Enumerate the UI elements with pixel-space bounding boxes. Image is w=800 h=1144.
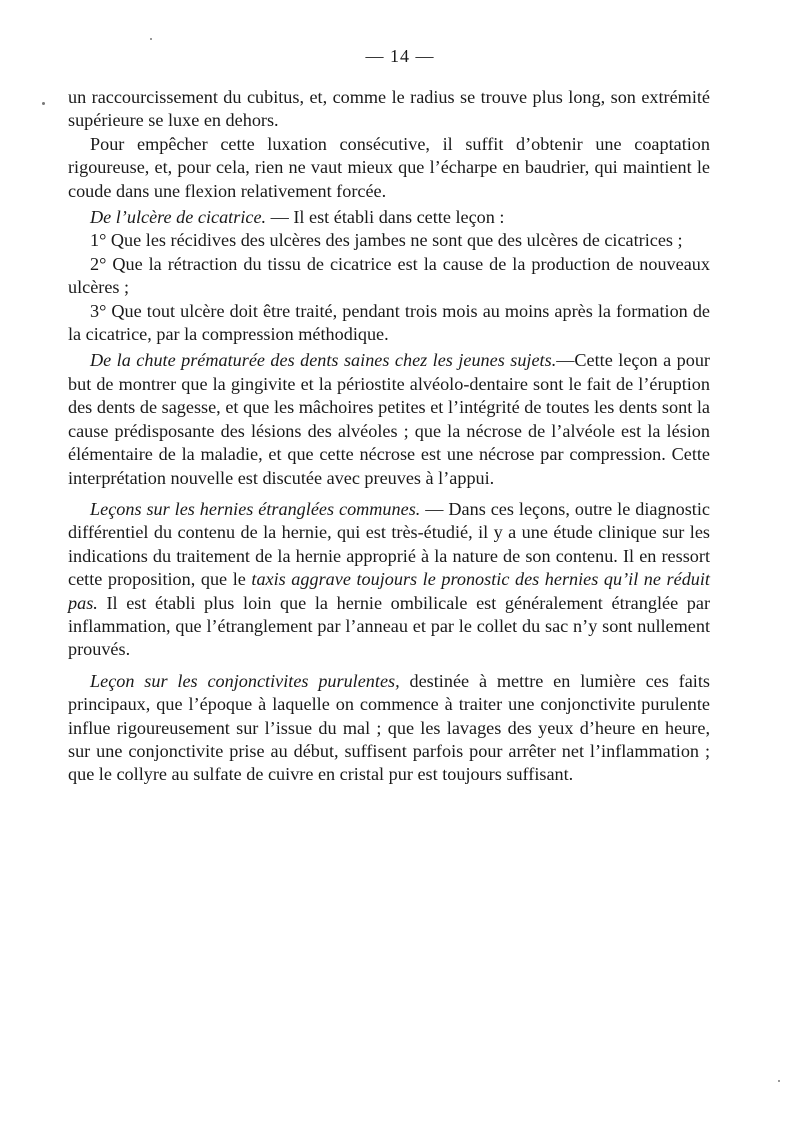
list-item-text: 2° Que la rétraction du tissu de cicatrice est la cause de la production de nouveaux ulcères ; — [68, 253, 710, 298]
section-heading-paragraph — [68, 206, 710, 229]
section-title: Leçons sur les hernies étranglées communes. — [90, 498, 421, 519]
speck-mark — [778, 1080, 780, 1082]
paragraph-text: — Il est établi dans cette leçon : — [266, 207, 505, 228]
section-paragraph — [68, 670, 710, 787]
paragraph-text: —Cette leçon a pour but de montrer que la gingivite et la périostite alvéolo-dentaire sont le fait de l’éruption des dents de sagesse, et que les mâchoires petites et l’intégrité de toutes les dents sont la cause prédisposante des lésions des alvéoles ; que la nécrose de l’alvéole est la lésion élémentaire de la maladie, et que cette nécrose est une nécrose par compression. Cette interprétation nouvelle est discutée avec preuves à l’appui. — [68, 350, 710, 488]
paragraph-text: un raccourcissement du cubitus, et, comme le radius se trouve plus long, son extrémité supérieure se luxe en dehors. — [68, 87, 710, 131]
list-item-text: 3° Que tout ulcère doit être traité, pendant trois mois au moins après la formation de la cicatrice, par la compression méthodique. — [68, 300, 710, 345]
list-item — [68, 229, 710, 252]
emphasis-text: taxis aggrave toujours le pronostic des hernies qu’il ne réduit pas. — [68, 569, 710, 613]
list-item — [68, 300, 710, 347]
paragraph-text: destinée à mettre en lumière ces faits principaux, que l’époque à laquelle on commence à traiter une conjonctivite purulente influe rigoureusement sur l’issue du mal ; que les lavages des yeux d’heure en heure, sur une conjonctivite prise au début, suffisent parfois pour arrêter net l’inflammation ; que le collyre au sulfate de cuivre en cristal pur est toujours suffisant. — [68, 670, 710, 785]
section-title: De l’ulcère de cicatrice. — [90, 207, 267, 228]
paragraph-text: — Dans ces leçons, outre le diagnostic différentiel du contenu de la hernie, qui est très-étudié, il y a une étude clinique sur les indications du traitement de la hernie approprié à la nature de son contenu. Il en ressort cette proposition, que le — [68, 498, 710, 590]
list-item-text: 1° Que les récidives des ulcères des jambes ne sont que des ulcères de cicatrices ; — [90, 230, 683, 251]
section-paragraph — [68, 498, 710, 662]
paragraph — [68, 86, 710, 133]
speck-mark — [150, 38, 152, 40]
paragraph-text: Il est établi plus loin que la hernie ombilicale est généralement étranglée par inflammation, que l’étranglement par l’anneau et par le collet du sac n’y sont nullement prouvés. — [68, 592, 710, 660]
page-number: — 14 — — [365, 46, 435, 66]
section-paragraph — [68, 349, 710, 489]
paragraph — [68, 133, 710, 203]
section-title: Leçon sur les conjonctivites purulentes, — [90, 670, 400, 691]
section-title: De la chute prématurée des dents saines chez les jeunes sujets. — [90, 350, 557, 371]
paragraph-text: Pour empêcher cette luxation consécutive, il suffit d’obtenir une coaptation rigoureuse, et, pour cela, rien ne vaut mieux que l’écharpe en baudrier, qui maintient le coude dans une flexion relativement forcée. — [68, 133, 710, 201]
list-item — [68, 253, 710, 300]
body-text — [68, 86, 710, 787]
speck-mark — [42, 102, 45, 105]
